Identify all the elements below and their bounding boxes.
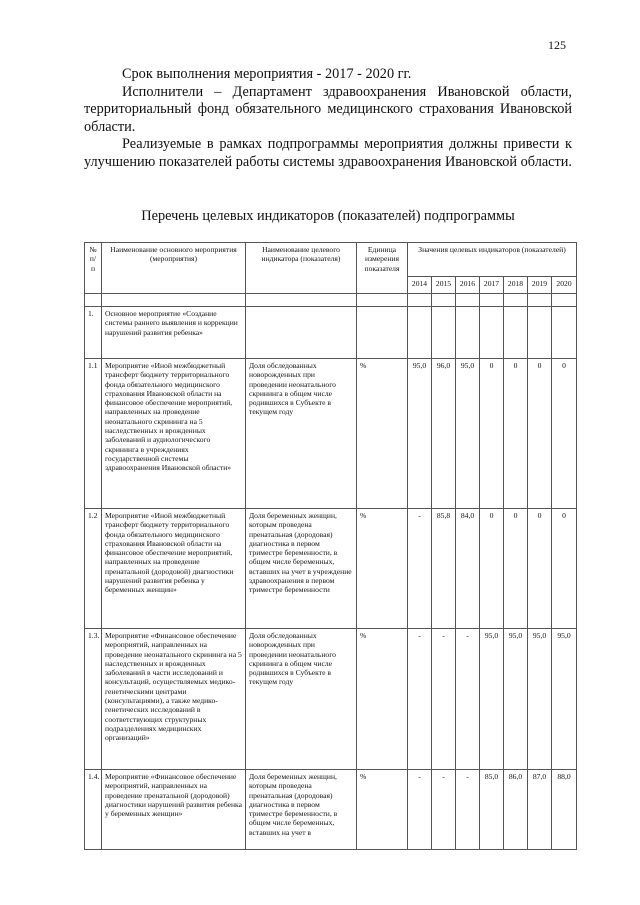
row-value: 88,0	[552, 770, 577, 850]
header-year: 2019	[528, 277, 552, 294]
page-number: 125	[548, 38, 566, 52]
row-value: 0	[480, 359, 504, 509]
intro-paragraph: Исполнители – Департамент здравоохранения Ивановской области, территориальный фонд обязательного медицинского страхования Ивановской области.	[84, 83, 572, 135]
row-value: 95,0	[408, 359, 432, 509]
table-row	[85, 509, 577, 629]
header-year: 2018	[504, 277, 528, 294]
row-value: 0	[480, 509, 504, 629]
header-indicator: Наименование целевого индикатора (показателя)	[246, 243, 357, 294]
row-value: 95,0	[456, 359, 480, 509]
row-value	[408, 307, 432, 359]
row-value: -	[408, 770, 432, 850]
header-unit: Единица измерения показателя	[357, 243, 408, 294]
row-indicator: Доля обследованных новорожденных при проведении неонатального скрининга в общем числе родившихся в Субъекте в текущем году	[246, 629, 357, 770]
row-num: 1.	[85, 307, 102, 359]
intro-paragraph: Срок выполнения мероприятия - 2017 - 2020 гг.	[122, 66, 412, 82]
spacer-row	[85, 294, 577, 307]
row-num: 1.4.	[85, 770, 102, 850]
row-value: -	[408, 629, 432, 770]
row-value: -	[456, 770, 480, 850]
table-row	[85, 359, 577, 509]
row-value	[504, 307, 528, 359]
row-indicator	[246, 307, 357, 359]
row-value: 0	[504, 509, 528, 629]
row-unit: %	[357, 770, 408, 850]
row-value	[456, 307, 480, 359]
row-unit: %	[357, 359, 408, 509]
row-unit: %	[357, 629, 408, 770]
row-num: 1.2	[85, 509, 102, 629]
header-year: 2020	[552, 277, 577, 294]
row-value	[432, 307, 456, 359]
row-event: Мероприятие «Финансовое обеспечение мероприятий, направленных на проведение пренатальной (дородовой) диагностики нарушений развития ребенка у беременных женщин»	[102, 770, 246, 850]
row-indicator: Доля беременных женщин, которым проведена пренатальная (дородовая) диагностика в первом триместре беременности, в общем числе беременных, вставших на учет в	[246, 770, 357, 850]
row-value: 0	[504, 359, 528, 509]
row-value: 0	[552, 359, 577, 509]
row-unit	[357, 307, 408, 359]
table-row	[85, 629, 577, 770]
table-row	[85, 307, 577, 359]
row-value	[528, 307, 552, 359]
row-value: -	[408, 509, 432, 629]
row-value: 86,0	[504, 770, 528, 850]
header-year: 2014	[408, 277, 432, 294]
row-event: Основное мероприятие «Создание системы раннего выявления и коррекции нарушений развития ребенка»	[102, 307, 246, 359]
row-value: 85,0	[480, 770, 504, 850]
row-value	[552, 307, 577, 359]
row-value: 95,0	[552, 629, 577, 770]
row-value: 85,8	[432, 509, 456, 629]
row-value: 95,0	[528, 629, 552, 770]
table-row	[85, 770, 577, 850]
row-value: 96,0	[432, 359, 456, 509]
row-num: 1.3.	[85, 629, 102, 770]
row-value: -	[432, 770, 456, 850]
header-year: 2016	[456, 277, 480, 294]
header-year: 2017	[480, 277, 504, 294]
row-value: 87,0	[528, 770, 552, 850]
row-indicator: Доля обследованных новорожденных при проведении неонатального скрининга в общем числе родившихся в Субъекте в текущем году	[246, 359, 357, 509]
intro-paragraph: Реализуемые в рамках подпрограммы мероприятия должны привести к улучшению показателей работы системы здравоохранения Ивановской области.	[84, 136, 572, 170]
row-indicator: Доля беременных женщин, которым проведена пренатальная (дородовая) диагностика в первом триместре беременности, в общем числе беременных, вставших на учет в учреждение здравоохранения в первом триместре беременности	[246, 509, 357, 629]
row-value: 95,0	[504, 629, 528, 770]
row-event: Мероприятие «Иной межбюджетный трансферт бюджету территориального фонда обязательного медицинского страхования Ивановской области на финансовое обеспечение мероприятий, направленных на проведение пренатальной (дородовой) диагностики нарушений развития ребенка у беременных женщин»	[102, 509, 246, 629]
row-value: 95,0	[480, 629, 504, 770]
row-value: 0	[528, 509, 552, 629]
row-value: -	[456, 629, 480, 770]
indicators-table	[84, 242, 577, 850]
header-event: Наименование основного мероприятия (мероприятия)	[102, 243, 246, 294]
header-values: Значения целевых индикаторов (показателей)	[408, 243, 577, 277]
row-value	[480, 307, 504, 359]
row-value: 0	[528, 359, 552, 509]
row-value: 84,0	[456, 509, 480, 629]
header-year: 2015	[432, 277, 456, 294]
row-value: -	[432, 629, 456, 770]
row-value: 0	[552, 509, 577, 629]
header-num: № п/п	[85, 243, 102, 294]
row-unit: %	[357, 509, 408, 629]
row-event: Мероприятие «Иной межбюджетный трансферт бюджету территориального фонда обязательного медицинского страхования Ивановской области на финансовое обеспечение мероприятий, направленных на проведение неонатального скрининга на 5 наследственных и врожденных заболеваний и аудиологического скрининга в учреждениях государственной системы здравоохранения Ивановской области»	[102, 359, 246, 509]
intro-text	[84, 66, 572, 171]
row-num: 1.1	[85, 359, 102, 509]
row-event: Мероприятие «Финансовое обеспечение мероприятий, направленных на проведение неонатального скрининга на 5 наследственных и врожденных заболеваний в части исследований и консультаций, осуществляемых медико-генетическими центрами (консультациями), а также медико-генетических исследований в соответствующих структурных подразделениях медицинских организаций»	[102, 629, 246, 770]
table-title: Перечень целевых индикаторов (показателей) подпрограммы	[141, 208, 515, 224]
